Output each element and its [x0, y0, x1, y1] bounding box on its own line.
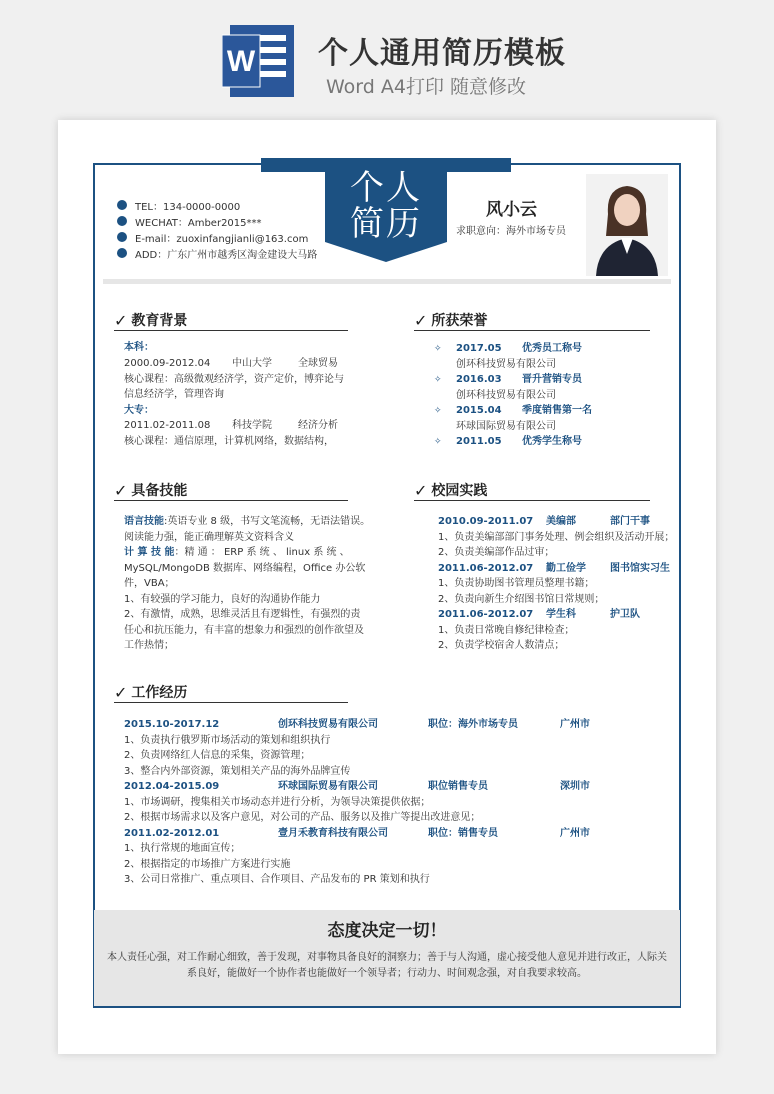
work-city: 广州市 [560, 828, 590, 839]
work-period: 2011.02-2012.01 [124, 828, 220, 839]
diamond-icon: ✧ [434, 406, 442, 416]
work-period: 2015.10-2017.12 [124, 719, 220, 730]
edu-college-period: 2011.02-2011.08 [124, 420, 211, 431]
contact-address [117, 246, 317, 260]
honor-award: 优秀员工称号 [522, 343, 582, 354]
campus-line: 2、负责学校宿舍人数清点； [438, 640, 565, 651]
skills-heading: ✓ 具备技能 [114, 480, 188, 500]
campus-line: 2、负责向新生介绍图书馆日常规则； [438, 594, 605, 605]
skill-item-2b: 任心和抗压能力，有丰富的想象力和强烈的创作欲望及 [124, 625, 364, 636]
wechat-text: WECHAT：Amber2015*** [135, 217, 262, 229]
location-icon [117, 248, 127, 258]
work-period: 2012.04-2015.09 [124, 781, 220, 792]
campus-org: 美编部 [546, 516, 576, 527]
work-position: 职位：销售专员 [428, 828, 498, 839]
contact-tel [117, 198, 240, 212]
skill-item-2a: 2、有激情，成熟，思维灵活且有逻辑性，有强烈的责 [124, 609, 361, 620]
phone-icon [117, 200, 127, 210]
banner-title: 个人通用简历模板 [318, 36, 566, 71]
work-city: 广州市 [560, 719, 590, 730]
honor-award: 晋升营销专员 [522, 374, 582, 385]
check-icon: ✓ [114, 310, 128, 330]
skill-language: 语言技能:英语专业 8 级，书写文笔流畅，无语法错误。 [124, 516, 371, 527]
candidate-name: 风小云 [486, 200, 537, 220]
edu-undergrad-label: 本科： [124, 342, 154, 353]
work-line: 2、根据指定的市场推广方案进行实施 [124, 859, 291, 870]
work-company: 环球国际贸易有限公司 [278, 781, 378, 792]
education-underline [114, 330, 348, 331]
title-badge-text [325, 170, 447, 242]
skill-computer-3: 件，VBA； [124, 578, 175, 589]
motto-title: 态度决定一切！ [327, 921, 447, 941]
campus-underline [414, 500, 650, 501]
honor-date: 2016.03 [456, 374, 502, 385]
honor-award: 季度销售第一名 [522, 405, 592, 416]
campus-role: 护卫队 [610, 609, 640, 620]
work-underline [114, 702, 348, 703]
contact-email [117, 230, 308, 244]
campus-org: 学生科 [546, 609, 576, 620]
edu-undergrad-major: 全球贸易 [298, 358, 338, 369]
honor-org: 创环科技贸易有限公司 [456, 390, 556, 401]
work-line: 1、执行常规的地面宣传； [124, 843, 241, 854]
edu-undergrad-courses-2: 信息经济学，管理咨询 [124, 389, 224, 400]
education-heading: ✓ 教育背景 [114, 310, 188, 330]
campus-role: 部门干事 [610, 516, 650, 527]
edu-undergrad-school: 中山大学 [232, 358, 272, 369]
work-company: 创环科技贸易有限公司 [278, 719, 378, 730]
honor-date: 2017.05 [456, 343, 502, 354]
campus-heading: ✓ 校园实践 [414, 480, 488, 500]
skill-item-1: 1、有较强的学习能力，良好的沟通协作能力 [124, 594, 321, 605]
header-divider [103, 279, 671, 284]
honor-org: 环球国际贸易有限公司 [456, 421, 556, 432]
honor-item [434, 403, 442, 420]
campus-line: 1、负责协助图书管理员整理书籍； [438, 578, 595, 589]
work-line: 1、负责执行俄罗斯市场活动的策划和组织执行 [124, 735, 331, 746]
campus-period: 2011.06-2012.07 [438, 609, 534, 620]
work-line: 1、市场调研，搜集相关市场动态并进行分析，为领导决策提供依据； [124, 797, 431, 808]
work-city: 深圳市 [560, 781, 590, 792]
work-company: 壹月禾教育科技有限公司 [278, 828, 388, 839]
diamond-icon: ✧ [434, 375, 442, 385]
badge-line-2: 简历 [350, 204, 422, 244]
skill-item-2c: 工作热情； [124, 640, 174, 651]
check-icon: ✓ [114, 480, 128, 500]
skill-language-2: 阅读能力强，能正确理解英文资料含义 [124, 532, 294, 543]
edu-undergrad-courses-1: 核心课程：高级微观经济学，资产定价，博弈论与 [124, 374, 344, 385]
honor-date: 2011.05 [456, 436, 502, 447]
check-icon: ✓ [414, 310, 428, 330]
email-icon [117, 232, 127, 242]
honor-org: 创环科技贸易有限公司 [456, 359, 556, 370]
honors-heading: ✓ 所获荣誉 [414, 310, 488, 330]
skill-computer-2: MySQL/MongoDB 数据库、网络编程，Office 办公软 [124, 563, 366, 574]
check-icon: ✓ [414, 480, 428, 500]
banner-subtitle: Word A4打印 随意修改 [326, 76, 527, 98]
edu-college-label: 大专： [124, 405, 154, 416]
honor-item [434, 341, 442, 358]
campus-line: 1、负责美编部部门事务处理、例会组织及活动开展； [438, 532, 675, 543]
honor-item [434, 372, 442, 389]
edu-college-courses: 核心课程：通信原理，计算机网络，数据结构， [124, 436, 334, 447]
tel-text: TEL：134-0000-0000 [135, 201, 241, 213]
campus-line: 2、负责美编部作品过审； [438, 547, 555, 558]
honors-underline [414, 330, 650, 331]
campus-period: 2011.06-2012.07 [438, 563, 534, 574]
campus-org: 勤工俭学 [546, 563, 586, 574]
work-line: 3、整合内外部资源，策划相关产品的海外品牌宣传 [124, 766, 351, 777]
honor-award: 优秀学生称号 [522, 436, 582, 447]
contact-wechat [117, 214, 262, 228]
job-intent: 求职意向：海外市场专员 [456, 226, 566, 237]
skill-computer: 计 算 技 能：精 通 ： ERP 系 统 、 linux 系 统 、 [124, 547, 350, 558]
edu-college-school: 科技学院 [232, 420, 272, 431]
edu-undergrad-period: 2000.09-2012.04 [124, 358, 211, 369]
campus-role: 图书馆实习生 [610, 563, 670, 574]
honor-item [434, 434, 442, 451]
campus-line: 1、负责日常晚自修纪律检查； [438, 625, 575, 636]
word-icon-letter: W [226, 45, 256, 78]
skills-underline [114, 500, 348, 501]
work-line: 2、负责网络红人信息的采集，资源管理； [124, 750, 311, 761]
word-icon [222, 25, 294, 97]
address-text: ADD：广东广州市越秀区淘金建设大马路 [135, 249, 318, 261]
self-evaluation: 本人责任心强，对工作耐心细致，善于发现，对事物具备良好的洞察力；善于与人沟通，虚心接受他人意见并进行改正，人际关系良好，能做好一个协作者也能做好一个领导者；行动力、时间观念强，对自我要求较高。 [107, 952, 667, 979]
work-position: 职位销售专员 [428, 781, 488, 792]
check-icon: ✓ [114, 682, 128, 702]
badge-line-1: 个人 [350, 168, 422, 208]
person-photo-icon [586, 174, 668, 276]
work-heading: ✓ 工作经历 [114, 682, 188, 702]
honor-date: 2015.04 [456, 405, 502, 416]
wechat-icon [117, 216, 127, 226]
campus-period: 2010.09-2011.07 [438, 516, 534, 527]
work-line: 2、根据市场需求以及客户意见，对公司的产品、服务以及推广等提出改进意见； [124, 812, 481, 823]
work-line: 3、公司日常推广、重点项目、合作项目、产品发布的 PR 策划和执行 [124, 874, 430, 885]
edu-college-major: 经济分析 [298, 420, 338, 431]
work-position: 职位：海外市场专员 [428, 719, 518, 730]
profile-photo [586, 174, 668, 276]
diamond-icon: ✧ [434, 344, 442, 354]
email-text: E-mail：zuoxinfangjianli@163.com [135, 233, 309, 245]
diamond-icon: ✧ [434, 437, 442, 447]
